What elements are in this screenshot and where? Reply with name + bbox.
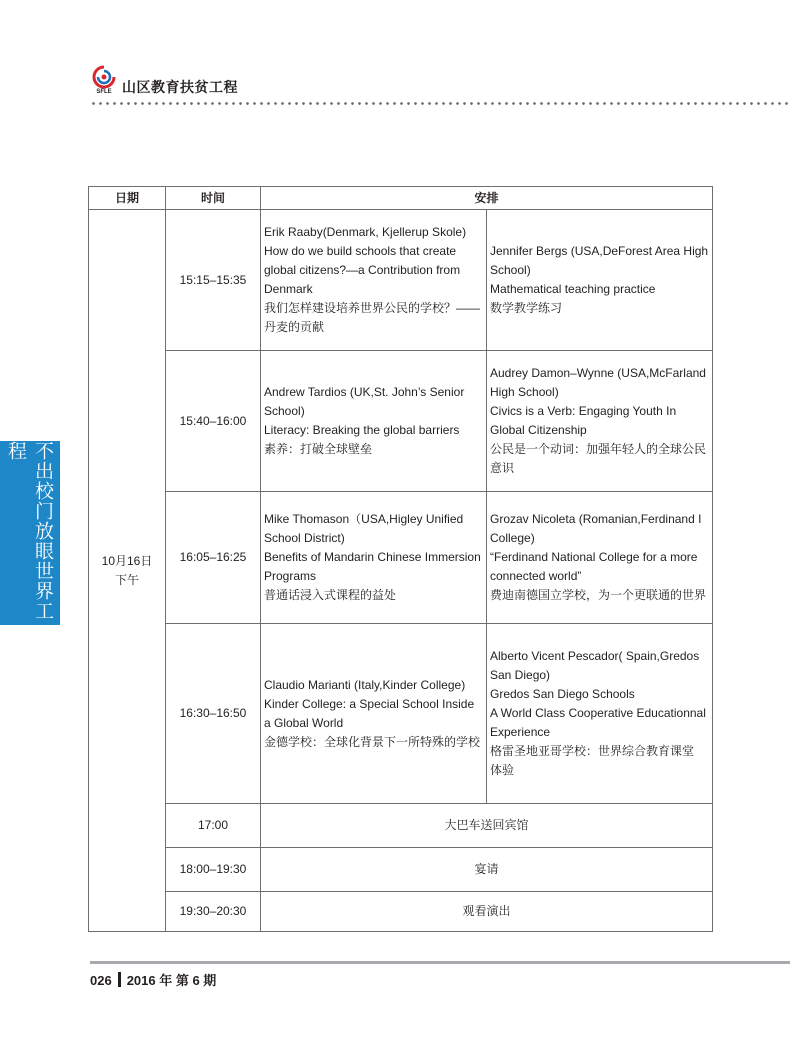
talk-left <box>261 492 487 624</box>
talk-line: 费迪南德国立学校，为一个更联通的世界 <box>490 588 707 602</box>
talk-line: 意识 <box>490 461 515 475</box>
talk-line: School) <box>264 404 305 418</box>
time-cell: 19:30–20:30 <box>166 892 261 932</box>
talk-line: Jennifer Bergs (USA,DeForest Area High <box>490 244 709 258</box>
talk-line: Experience <box>490 725 551 739</box>
talk-line: global citizens?—a Contribution from <box>264 263 461 277</box>
sfle-logo-icon <box>90 64 118 94</box>
talk-line: 我们怎样建设培养世界公民的学校？—— <box>264 301 481 315</box>
talk-line: Benefits of Mandarin Chinese Immersion <box>264 550 481 564</box>
talk-line: San Diego) <box>490 668 551 682</box>
event-cell: 观看演出 <box>261 892 713 932</box>
date-cell <box>89 210 166 932</box>
talk-line: 数学教学练习 <box>490 301 563 315</box>
talk-line: Alberto Vicent Pescador( Spain,Gredos <box>490 649 700 663</box>
table-row <box>89 351 713 492</box>
table-row <box>89 210 713 351</box>
schedule-table <box>88 186 713 932</box>
header-title: 山区教育扶贫工程 <box>122 79 238 95</box>
talk-line: Denmark <box>264 282 313 296</box>
issue-label: 2016 年 第 6 期 <box>126 973 217 988</box>
table-row <box>89 848 713 892</box>
talk-left <box>261 624 487 804</box>
talk-right <box>487 351 713 492</box>
talk-line: School) <box>490 263 531 277</box>
talk-line: Programs <box>264 569 317 583</box>
talk-line: Mike Thomason（USA,Higley Unified <box>264 512 464 526</box>
talk-line: Andrew Tardios (UK,St. John’s Senior <box>264 385 465 399</box>
page-number: 026 <box>90 973 112 988</box>
side-tab <box>0 441 60 625</box>
footer-divider <box>90 961 790 964</box>
talk-line: Civics is a Verb: Engaging Youth In <box>490 404 677 418</box>
talk-line: Gredos San Diego Schools <box>490 687 635 701</box>
talk-right <box>487 210 713 351</box>
header-time: 时间 <box>166 187 261 210</box>
talk-line: 公民是一个动词：加强年轻人的全球公民 <box>490 442 707 456</box>
talk-right <box>487 624 713 804</box>
table-row <box>89 892 713 932</box>
event-cell: 宴请 <box>261 848 713 892</box>
talk-line: a Global World <box>264 715 344 730</box>
talk-line: Kinder College: a Special School Inside <box>264 696 475 711</box>
header-date: 日期 <box>89 187 166 210</box>
table-header-row <box>89 187 713 210</box>
time-cell: 16:05–16:25 <box>166 492 261 624</box>
talk-line: High School) <box>490 385 559 399</box>
time-cell: 16:30–16:50 <box>166 624 261 804</box>
time-cell: 18:00–19:30 <box>166 848 261 892</box>
talk-line: Literacy: Breaking the global barriers <box>264 423 460 437</box>
talk-line: How do we build schools that create <box>264 244 457 258</box>
talk-right <box>487 492 713 624</box>
table-row <box>89 624 713 804</box>
talk-line: 格雷圣地亚哥学校：世界综合教育课堂 <box>490 744 695 758</box>
talk-line: Erik Raaby(Denmark, Kjellerup Skole) <box>264 225 467 239</box>
footer-separator <box>118 972 121 987</box>
talk-line: Audrey Damon–Wynne (USA,McFarland <box>490 366 706 380</box>
talk-left <box>261 351 487 492</box>
header-arrangement: 安排 <box>261 187 713 210</box>
table-row <box>89 492 713 624</box>
talk-line: 体验 <box>490 763 515 777</box>
logo-text: SFLE <box>96 89 112 94</box>
talk-line: Mathematical teaching practice <box>490 282 656 296</box>
page-footer <box>90 970 216 989</box>
talk-line: 普通话浸入式课程的益处 <box>264 588 397 602</box>
table-row <box>89 804 713 848</box>
talk-line: connected world” <box>490 569 582 583</box>
page-header <box>90 62 790 98</box>
talk-line: 丹麦的贡献 <box>264 320 325 334</box>
dotted-divider <box>90 101 790 106</box>
time-cell: 15:15–15:35 <box>166 210 261 351</box>
talk-line: School District) <box>264 531 345 545</box>
event-cell: 大巴车送回宾馆 <box>261 804 713 848</box>
talk-line: Grozav Nicoleta (Romanian,Ferdinand I <box>490 512 702 526</box>
time-cell: 17:00 <box>166 804 261 848</box>
talk-line: Global Citizenship <box>490 423 587 437</box>
date-period: 下午 <box>114 572 139 587</box>
time-cell: 15:40–16:00 <box>166 351 261 492</box>
talk-line: 素养：打破全球壁垒 <box>264 442 373 456</box>
talk-line: “Ferdinand National College for a more <box>490 550 698 564</box>
talk-line: Claudio Marianti (Italy,Kinder College) <box>264 677 466 692</box>
date-text: 10月16日 <box>101 553 153 568</box>
talk-left <box>261 210 487 351</box>
side-tab-label: 不出校门放眼世界工程 <box>5 441 54 621</box>
talk-line: College) <box>490 531 535 545</box>
talk-line: 金德学校：全球化背景下一所特殊的学校 <box>264 734 481 749</box>
talk-line: A World Class Cooperative Educationnal <box>490 706 706 720</box>
